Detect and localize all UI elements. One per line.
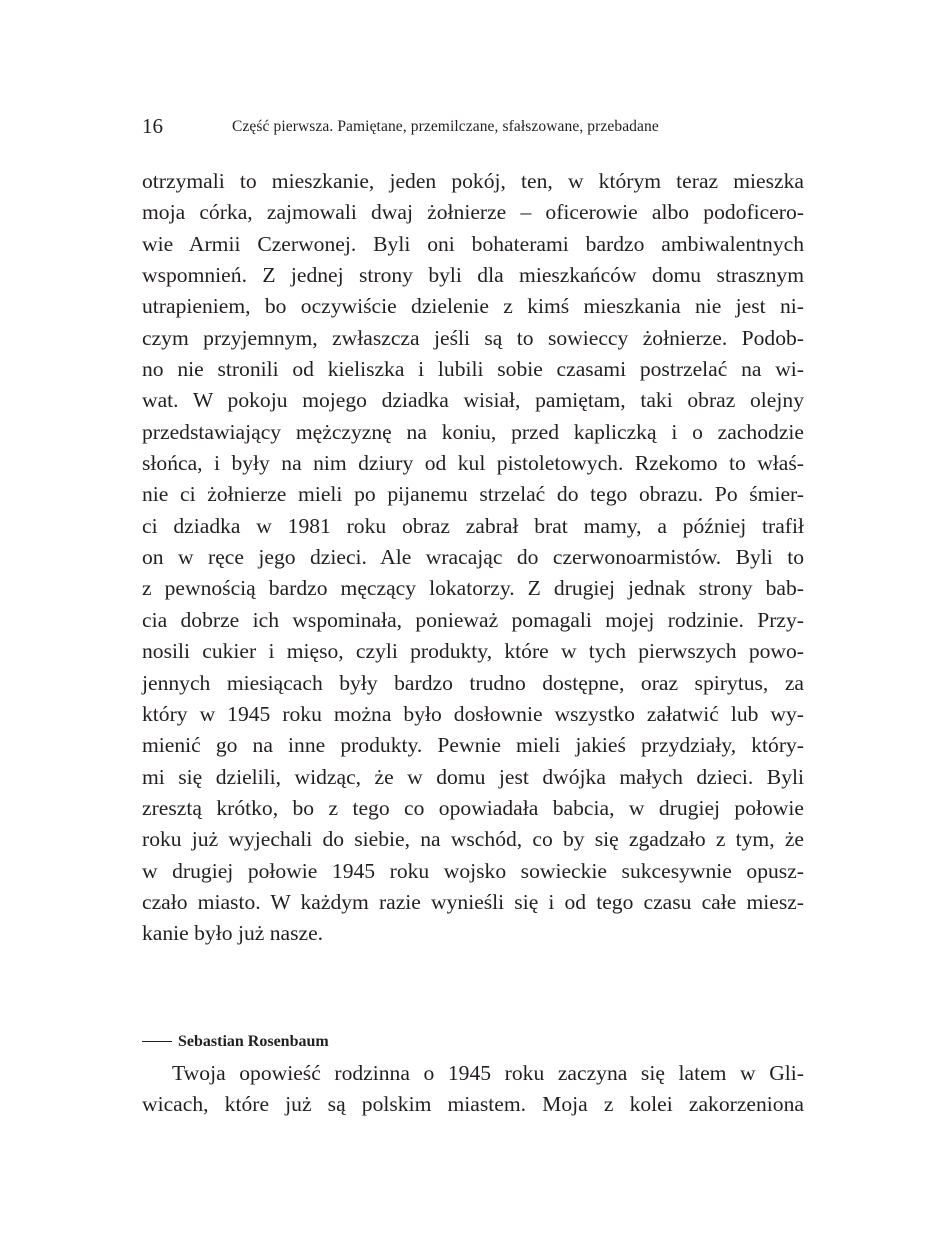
text-line: cia dobrze ich wspominała, ponieważ pomagali mojej rodzinie. Przy- [142, 607, 804, 632]
text-line: zresztą krótko, bo z tego co opowiadała babcia, w drugiej połowie [142, 795, 804, 820]
text-line: no nie stronili od kieliszka i lubili sobie czasami postrzelać na wi- [142, 357, 804, 382]
text-line: Twoja opowieść rodzinna o 1945 roku zaczyna się latem w Gli- [172, 1061, 804, 1085]
text-line: nie ci żołnierze mieli po pijanemu strzelać do tego obrazu. Po śmier- [142, 482, 804, 507]
text-line: wspomnień. Z jednej strony byli dla mieszkańców domu strasznym [142, 263, 804, 288]
text-line: moja córka, zajmowali dwaj żołnierze – oficerowie albo podoficero- [142, 200, 804, 225]
running-header [142, 114, 804, 140]
text-line: utrapieniem, bo oczywiście dzielenie z kimś mieszkania nie jest ni- [142, 294, 804, 319]
text-line: kanie było już nasze. [142, 921, 324, 946]
text-line: słońca, i były na nim dziury od kul pistoletowych. Rzekomo to właś- [142, 451, 804, 476]
text-line: nosili cukier i mięso, czyli produkty, które w tych pierwszych powo- [142, 639, 804, 664]
reply-paragraph [142, 1058, 804, 1121]
speaker-name: Sebastian Rosenbaum [178, 1033, 329, 1050]
page-number: 16 [142, 114, 163, 138]
text-line: czym przyjemnym, zwłaszcza jeśli są to sowieccy żołnierze. Podob- [142, 325, 804, 350]
text-line: wicach, które już są polskim miastem. Moja z kolei zakorzeniona [142, 1092, 804, 1117]
text-line: jennych miesiącach były bardzo trudno dostępne, oraz spirytus, za [142, 670, 804, 695]
text-line: wie Armii Czerwonej. Byli oni bohaterami bardzo ambiwalentnych [142, 231, 804, 256]
text-line: w drugiej połowie 1945 roku wojsko sowieckie sukcesywnie opusz- [142, 858, 804, 883]
text-line: roku już wyjechali do siebie, na wschód, co by się zgadzało z tym, że [142, 827, 804, 852]
text-line: który w 1945 roku można było dosłownie wszystko załatwić lub wy- [142, 701, 804, 726]
text-line: ci dziadka w 1981 roku obraz zabrał brat mamy, a później trafił [142, 513, 804, 538]
em-dash-rule [142, 1041, 172, 1042]
text-line: czało miasto. W każdym razie wynieśli się i od tego czasu całe miesz- [142, 889, 804, 914]
text-line: mienić go na inne produkty. Pewnie mieli jakieś przydziały, który- [142, 733, 804, 758]
text-line: on w ręce jego dzieci. Ale wracając do czerwonoarmistów. Byli to [142, 545, 804, 570]
running-head-title: Część pierwsza. Pamiętane, przemilczane, sfałszowane, przebadane [232, 118, 659, 135]
text-line: z pewnością bardzo męczący lokatorzy. Z drugiej jednak strony bab- [142, 576, 804, 601]
speaker-label [142, 1033, 329, 1051]
text-line: mi się dzielili, widząc, że w domu jest dwójka małych dzieci. Byli [142, 764, 804, 789]
text-line: otrzymali to mieszkanie, jeden pokój, ten, w którym teraz mieszka [142, 169, 804, 193]
text-line: przedstawiający mężczyznę na koniu, przed kapliczką i o zachodzie [142, 419, 804, 444]
body-paragraph [142, 166, 804, 950]
text-line: wat. W pokoju mojego dziadka wisiał, pamiętam, taki obraz olejny [142, 388, 804, 413]
